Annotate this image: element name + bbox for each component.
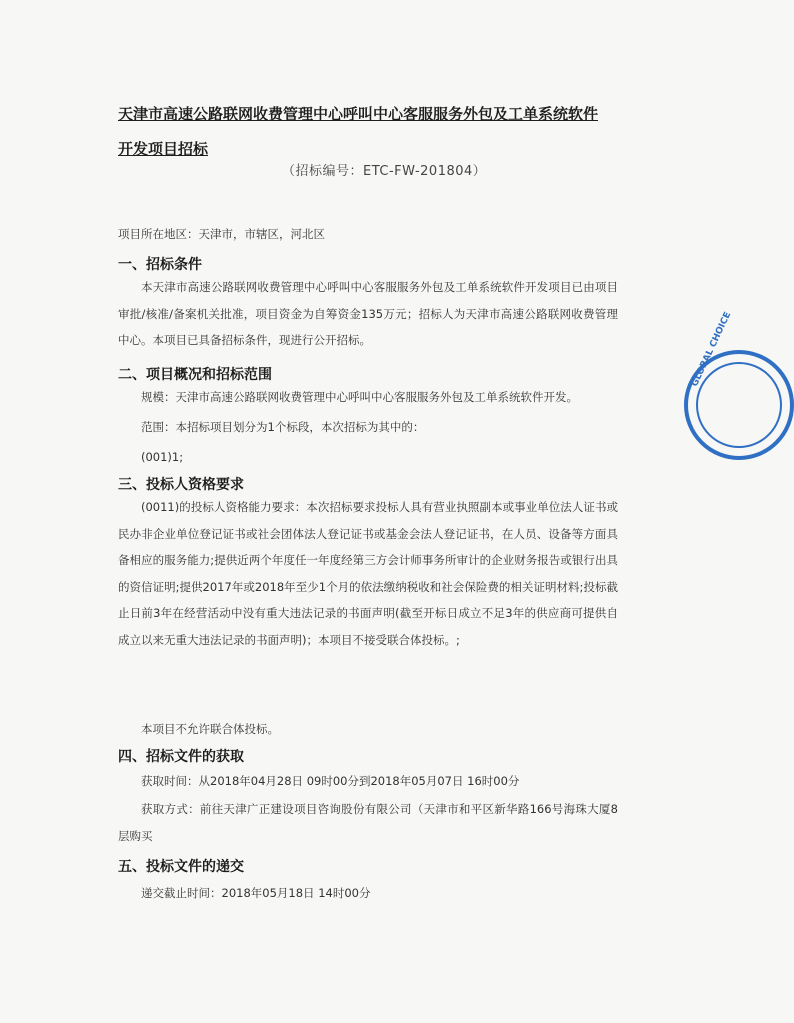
section-4-time: 获取时间：从2018年04月28日 09时00分到2018年05月07日 16时00分 (141, 774, 520, 788)
stamp-inner-ring (696, 362, 782, 448)
section-4-heading: 四、招标文件的获取 (118, 749, 244, 765)
title-line-2: 开发项目招标 (118, 140, 209, 158)
section-4-method: 获取方式：前往天津广正建设项目咨询股份有限公司（天津市和平区新华路166号海珠大厦8层购买 (118, 802, 618, 843)
section-2-heading: 二、项目概况和招标范围 (118, 367, 272, 383)
stamp-seal (684, 310, 794, 460)
section-1-heading: 一、招标条件 (118, 257, 202, 273)
tender-code: （招标编号：ETC-FW-201804） (282, 164, 487, 179)
section-3-requirements: (0011)的投标人资格能力要求：本次招标要求投标人具有营业执照副本或事业单位法人证书或民办非企业单位登记证书或社会团体法人登记证书或基金会法人登记证书，在人员、设备等方面具备相应的服务能力;提供近两个年度任一年度经第三方会计师事务所审计的企业财务报告或银行出具的资信证明;提供2017年或2018年至少1个月的依法缴纳税收和社会保险费的相关证明材料;投标截止日前3年在经营活动中没有重大违法记录的书面声明(截至开标日成立不足3年的供应商可提供自成立以来无重大违法记录的书面声明)；本项目不接受联合体投标。; (118, 500, 618, 647)
title-line-1: 天津市高速公路联网收费管理中心呼叫中心客服服务外包及工单系统软件 (118, 105, 599, 123)
section-3-heading: 三、投标人资格要求 (118, 477, 244, 493)
section-3-no-consortium: 本项目不允许联合体投标。 (141, 722, 279, 736)
section-2-lot: (001)1; (141, 450, 184, 464)
section-5-deadline: 递交截止时间：2018年05月18日 14时00分 (141, 886, 371, 900)
section-2-scale: 规模：天津市高速公路联网收费管理中心呼叫中心客服服务外包及工单系统软件开发。 (141, 390, 578, 404)
project-region: 项目所在地区：天津市，市辖区，河北区 (118, 227, 325, 241)
section-2-scope: 范围：本招标项目划分为1个标段，本次招标为其中的： (141, 420, 425, 434)
section-5-heading: 五、投标文件的递交 (118, 859, 244, 875)
document-title (118, 97, 618, 167)
section-1-body: 本天津市高速公路联网收费管理中心呼叫中心客服服务外包及工单系统软件开发项目已由项目审批/核准/备案机关批准，项目资金为自筹资金135万元；招标人为天津市高速公路联网收费管理中心。本项目已具备招标条件，现进行公开招标。 (118, 280, 618, 347)
stamp-text: GLOBAL CHOICE (690, 310, 734, 389)
